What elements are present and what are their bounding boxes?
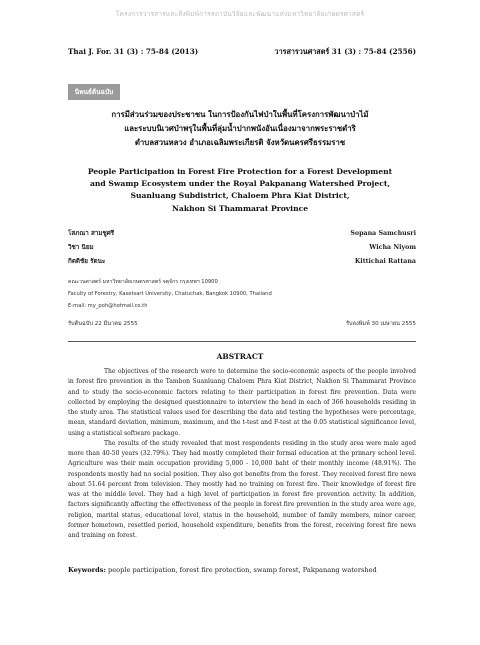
author-name-english: Kittichai Rattana — [354, 257, 416, 265]
keywords-line — [68, 566, 416, 574]
keywords-text: people participation, forest fire protection, swamp forest, Pakpanang watershed — [108, 566, 377, 574]
journal-citation-en: Thai J. For. 31 (3) : 75-84 (2013) — [68, 47, 199, 56]
affiliation-english: Faculty of Forestry, Kasetsart University, Chatuchak, Bangkok 10900, Thailand — [68, 291, 272, 297]
author-name-english: Sopana Samchusri — [350, 229, 416, 237]
keywords-label: Keywords: — [68, 566, 106, 574]
thai-title — [60, 108, 420, 150]
watermark-text: โครงการวารสารและสิ่งพิมพ์การสถาบันวิจัยและพัฒนาแห่งมหาวิทยาลัยเกษตรศาสตร์ — [115, 10, 365, 18]
author-name-thai: วิชา นิยม — [68, 244, 94, 251]
english-title-line: Suanluang Subdistrict, Chaloem Phra Kiat District, — [130, 191, 350, 201]
affiliation-thai: คณะวนศาสตร์ มหาวิทยาลัยเกษตรศาสตร์ จตุจักร กรุงเทพฯ 10900 — [68, 279, 218, 285]
journal-citation-th: วารสารวนศาสตร์ 31 (3) : 75-84 (2556) — [274, 47, 416, 56]
submission-dates — [68, 320, 416, 328]
abstract-paragraph: The results of the study revealed that most respondents residing in the study area were male aged more than 40-50 years (32.79%). They had mostly completed their formal education at the primary school level. Agriculture was their main occupation providing 5,000 - 10,000 baht of their monthly income (48.91%). The respondents mostly had no social position. They also got benefits from the forest. They received forest fire news about 51.64 percent from television. They mostly had no training on forest fire. Their knowledge of forest fire was at the middle level. They had a high level of participation in forest fire prevention activity. In addition, factors significantly affecting the effectiveness of the people in forest fire prevention in the study area were age, religion, marital status, educational level, status in the household, number of family members, minor career, former hometown, resettled period, household expenditure, benefits from the forest, receiving forest fire news and training on forest. — [68, 439, 416, 539]
affiliation-block — [68, 276, 416, 312]
accepted-date: รับลงพิมพ์ 30 เมษายน 2555 — [346, 321, 416, 327]
author-row — [68, 240, 416, 254]
abstract-body — [68, 367, 416, 541]
author-row — [68, 226, 416, 240]
english-title-line: People Participation in Forest Fire Protection for a Forest Development — [87, 167, 393, 176]
journal-header — [68, 47, 416, 58]
article-type-badge: นิพนธ์ต้นฉบับ — [68, 84, 120, 100]
thai-title-line: การมีส่วนร่วมของประชาชน ในการป้องกันไฟป่าในพื้นที่โครงการพัฒนาป่าไม้ — [111, 110, 369, 119]
received-date: รับต้นฉบับ 22 มีนาคม 2555 — [68, 321, 138, 327]
abstract-paragraph: The objectives of the research were to determine the socio-economic aspects of the people involved in forest fire prevention in the Tambon Suanluang Chaloem Phra Kiat District, Nakhon Si Thammarat Province and to study the socio-economic factors relating to their participation in forest fire prevention. Data were collected by employing the designed questionnaire to interview the head in each of 366 households residing in the study area. The statistical values used for describing the data and testing the hypotheses were percentage, mean, standard deviation, minimum, maximum, and the t-test and F-test at the 0.05 statistical significance level, using a statistical software package. — [68, 368, 416, 437]
contact-email: E-mail: my_poh@hotmail.co.th — [68, 303, 148, 309]
english-title-line: and Swamp Ecosystem under the Royal Pakpanang Watershed Project, — [89, 179, 391, 189]
section-divider — [68, 341, 416, 342]
english-title-line: Nakhon Si Thammarat Province — [171, 203, 309, 213]
author-name-thai: กิตติชัย รัตนะ — [68, 258, 106, 265]
author-list — [68, 226, 416, 268]
author-row — [68, 254, 416, 268]
author-name-thai: โสภณา สามชูศรี — [68, 230, 115, 237]
thai-title-line: ตำบลสวนหลวง อำเภอเฉลิมพระเกียรติ จังหวัดนครศรีธรรมราช — [134, 138, 346, 147]
abstract-heading: ABSTRACT — [216, 352, 264, 361]
english-title — [60, 166, 420, 215]
thai-title-line: และระบบนิเวศป่าพรุในพื้นที่ลุ่มน้ำปากพนังอันเนื่องมาจากพระราชดำริ — [124, 124, 356, 133]
author-name-english: Wicha Niyom — [369, 243, 416, 251]
